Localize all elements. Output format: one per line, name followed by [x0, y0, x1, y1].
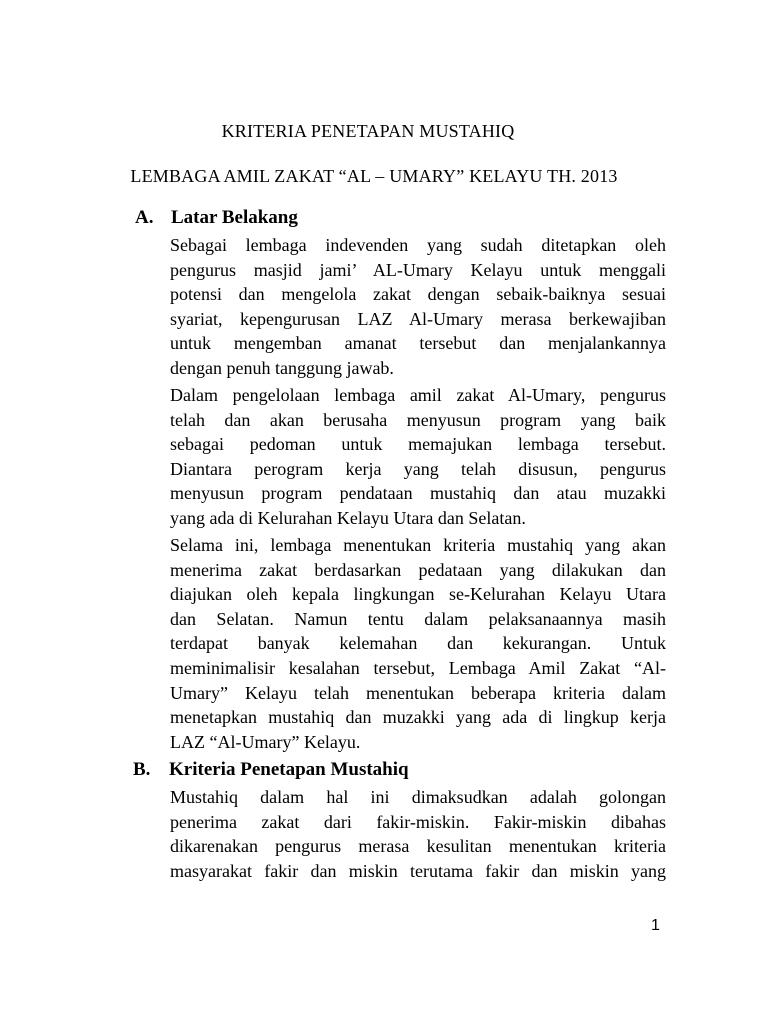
text-line: LAZ “Al-Umary” Kelayu.	[170, 731, 361, 752]
section-a-paragraph-2	[170, 383, 666, 531]
document-subtitle: LEMBAGA AMIL ZAKAT “AL – UMARY” KELAYU TH. 2013	[130, 166, 618, 186]
text-line: yang ada di Kelurahan Kelayu Utara dan Selatan.	[170, 507, 526, 528]
text-line: telah dan akan berusaha menyusun program yang baik	[170, 409, 666, 430]
text-line: Sebagai lembaga indevenden yang sudah ditetapkan oleh	[170, 235, 666, 255]
section-b-heading	[133, 759, 409, 781]
text-line: dengan penuh tanggung jawab.	[170, 357, 394, 378]
text-line: sebagai pedoman untuk memajukan lembaga tersebut.	[170, 434, 666, 455]
section-b-marker: B.	[133, 759, 151, 780]
section-a-paragraph-1	[170, 233, 666, 381]
text-line: menyusun program pendataan mustahiq dan atau muzakki	[170, 483, 666, 504]
text-line: Mustahiq dalam hal ini dimaksudkan adalah golongan	[170, 787, 666, 807]
text-line: penerima zakat dari fakir-miskin. Fakir-miskin dibahas	[170, 811, 666, 832]
section-b-title: Kriteria Penetapan Mustahiq	[169, 759, 409, 780]
text-line: Dalam pengelolaan lembaga amil zakat Al-Umary, pengurus	[170, 385, 666, 405]
text-line: dikarenakan pengurus merasa kesulitan menentukan kriteria	[170, 836, 666, 857]
text-line: Umary” Kelayu telah menentukan beberapa kriteria dalam	[170, 682, 666, 703]
page-number: 1	[651, 917, 660, 934]
document-title: KRITERIA PENETAPAN MUSTAHIQ	[221, 121, 515, 141]
text-line: Selama ini, lembaga menentukan kriteria mustahiq yang akan	[170, 535, 666, 555]
text-line: meminimalisir kesalahan tersebut, Lembaga Amil Zakat “Al-	[170, 657, 666, 678]
text-line: menetapkan mustahiq dan muzakki yang ada di lingkup kerja	[170, 707, 666, 728]
text-line: menerima zakat berdasarkan pedataan yang dilakukan dan	[170, 559, 666, 580]
section-b-paragraph-1	[170, 785, 666, 883]
text-line: masyarakat fakir dan miskin terutama fakir dan miskin yang	[170, 860, 666, 881]
text-line: syariat, kepengurusan LAZ Al-Umary merasa berkewajiban	[170, 308, 666, 329]
text-line: untuk mengemban amanat tersebut dan menjalankannya	[170, 333, 666, 354]
text-line: potensi dan mengelola zakat dengan sebaik-baiknya sesuai	[170, 284, 666, 305]
section-a-heading	[135, 207, 298, 229]
section-a-title: Latar Belakang	[171, 207, 298, 228]
text-line: Diantara perogram kerja yang telah disusun, pengurus	[170, 458, 666, 479]
text-line: dan Selatan. Namun tentu dalam pelaksanaannya masih	[170, 608, 666, 629]
section-a-marker: A.	[135, 207, 154, 228]
text-line: pengurus masjid jami’ AL-Umary Kelayu untuk menggali	[170, 259, 666, 280]
section-a-paragraph-3	[170, 533, 666, 754]
text-line: diajukan oleh kepala lingkungan se-Kelurahan Kelayu Utara	[170, 584, 666, 605]
text-line: terdapat banyak kelemahan dan kekurangan. Untuk	[170, 633, 666, 654]
